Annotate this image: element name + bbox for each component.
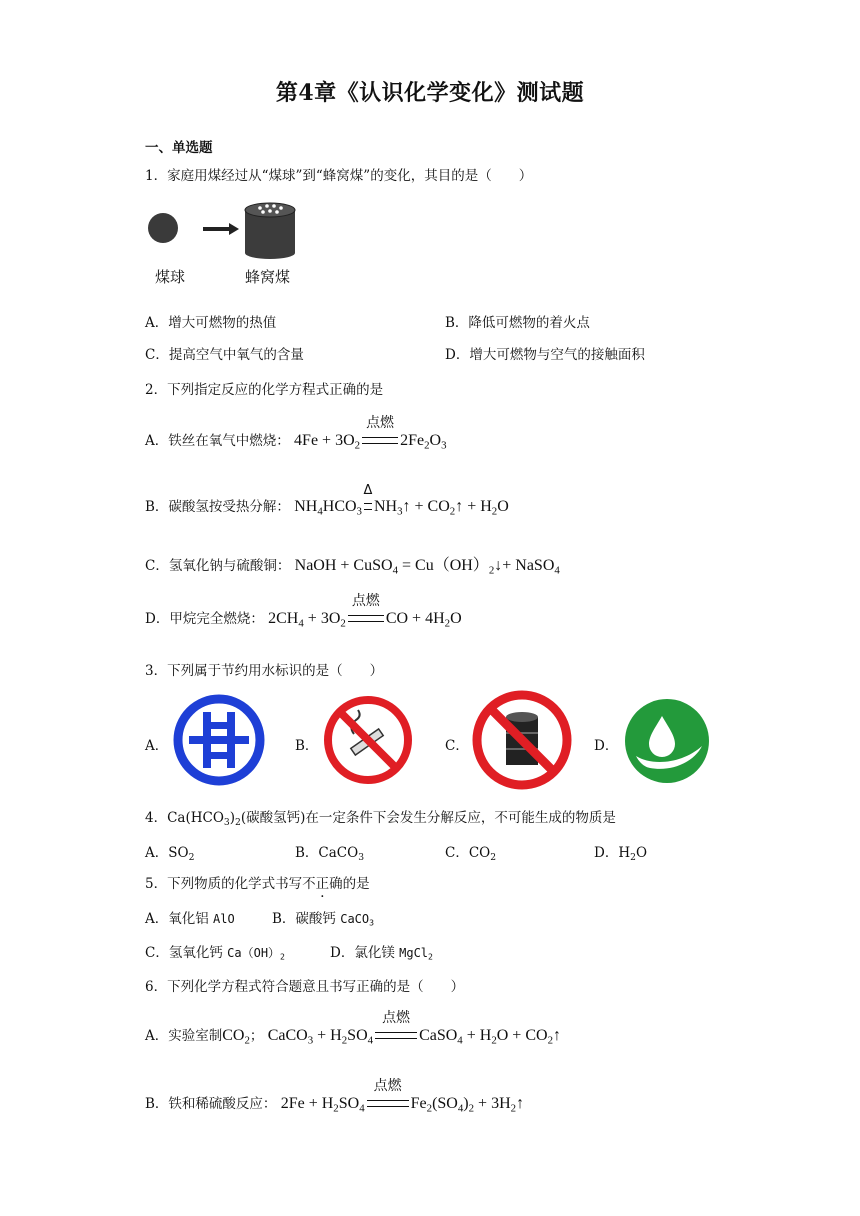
heat-condition: Δ — [363, 483, 373, 498]
q2-option-b — [145, 483, 509, 518]
q2-option-a-label: A．铁丝在氧气中燃烧： — [145, 433, 290, 449]
q2-option-a — [145, 415, 447, 452]
q2-option-d-equation: $2CH_4 + 3O_2$ 点燃 CO + $4H_2O$ — [268, 610, 462, 627]
q1-option-d: D．增大可燃物与空气的接触面积 — [445, 347, 645, 363]
no-smoking-icon — [320, 694, 416, 786]
q2-option-a-equation: $4Fe + 3O_2$ 点燃 $2Fe_2O_3$ — [294, 432, 446, 449]
question-3-stem: 3．下列属于节约用水标识的是（ ） — [145, 663, 384, 679]
coal-ball-icon — [148, 213, 178, 243]
q4-option-c: C．$CO_2$ — [445, 845, 497, 863]
coal-ball-label: 煤球 — [155, 268, 186, 286]
page-title: 第4章《认识化学变化》测试题 — [275, 80, 585, 106]
q5-option-b: B．碳酸钙 CaCO$_3$ — [272, 911, 375, 928]
q1-option-c: C．提高空气中氧气的含量 — [145, 347, 304, 363]
section-heading: 一、单选题 — [145, 140, 213, 156]
q6-option-b: B．铁和稀硫酸反应： $2Fe + H_2SO_4$ 点燃 $Fe_2(SO_4)_2$ + $3H_2↑$ — [145, 1078, 525, 1115]
q5-option-a: A．氧化铝 AlO — [145, 911, 235, 927]
q4-option-b: B．CaCO$_3$ — [295, 845, 365, 863]
q4-option-d: D．$H_2O$ — [594, 845, 648, 863]
q1-option-b: B．降低可燃物的着火点 — [445, 315, 590, 331]
q2-option-b-equation: $NH_4HCO_3$ Δ $NH_3↑$ + $CO_2↑ + H_2O$ — [294, 483, 509, 518]
q4-option-a: A．$SO_2$ — [145, 845, 195, 863]
question-4-stem: 4．$Ca(HCO_3)_2$(碳酸氢钙)在一定条件下会发生分解反应，不可能生成的物质是 — [145, 810, 616, 828]
no-oil-drum-icon — [470, 689, 574, 791]
q2-option-d-label: D．甲烷完全燃烧： — [145, 611, 264, 627]
question-2-stem: 2．下列指定反应的化学方程式正确的是 — [145, 382, 384, 398]
q3-option-c-label: C． — [445, 738, 469, 754]
emphasis-text: 不正确 — [302, 876, 343, 892]
q6-option-b-equation: $2Fe + H_2SO_4$ 点燃 $Fe_2(SO_4)_2$ + $3H_2↑$ — [280, 1078, 525, 1115]
q3-option-b-label: B． — [295, 738, 319, 754]
water-company-symbol-icon — [173, 694, 265, 786]
q2-option-c-equation: NaOH + CuSO$_4$ = $Cu(OH)_2↓+$ NaSO$_4$ — [294, 557, 560, 577]
q3-option-d-label: D． — [594, 738, 619, 754]
water-saving-icon — [622, 696, 712, 786]
question-1-stem: 1．家庭用煤经过从“煤球”到“蜂窝煤”的变化，其目的是（ ） — [145, 168, 533, 184]
q6-option-a: A．实验室制$CO_2$； CaCO$_3$ + $H_2SO_4$ 点燃 CaSO$_4$ + $H_2O$ + $CO_2↑$ — [145, 1010, 561, 1047]
question-5-stem: 5．下列物质的化学式书写不正确的是 — [145, 876, 370, 892]
q2-option-d — [145, 593, 462, 630]
q5-option-c: C．氢氧化钙 $Ca(OH)_2$ — [145, 945, 285, 962]
q5-option-d: D．氯化镁 MgCl$_2$ — [330, 945, 433, 962]
q2-option-c — [145, 552, 560, 575]
q2-option-b-label: B．碳酸氢按受热分解： — [145, 499, 290, 515]
question-6-stem: 6．下列化学方程式符合题意且书写正确的是（ ） — [145, 979, 465, 995]
q1-figure — [145, 200, 305, 290]
honeycomb-coal-label: 蜂窝煤 — [245, 268, 291, 286]
q6-option-a-equation: CaCO$_3$ + $H_2SO_4$ 点燃 CaSO$_4$ + $H_2O$ + $CO_2↑$ — [267, 1010, 561, 1047]
ignite-condition: 点燃 — [366, 415, 395, 431]
q3-option-a-label: A． — [145, 738, 169, 754]
q1-option-a: A．增大可燃物的热值 — [145, 315, 277, 331]
q2-option-c-label: C．氢氧化钠与硫酸铜： — [145, 558, 291, 574]
ignite-condition: 点燃 — [351, 593, 380, 609]
